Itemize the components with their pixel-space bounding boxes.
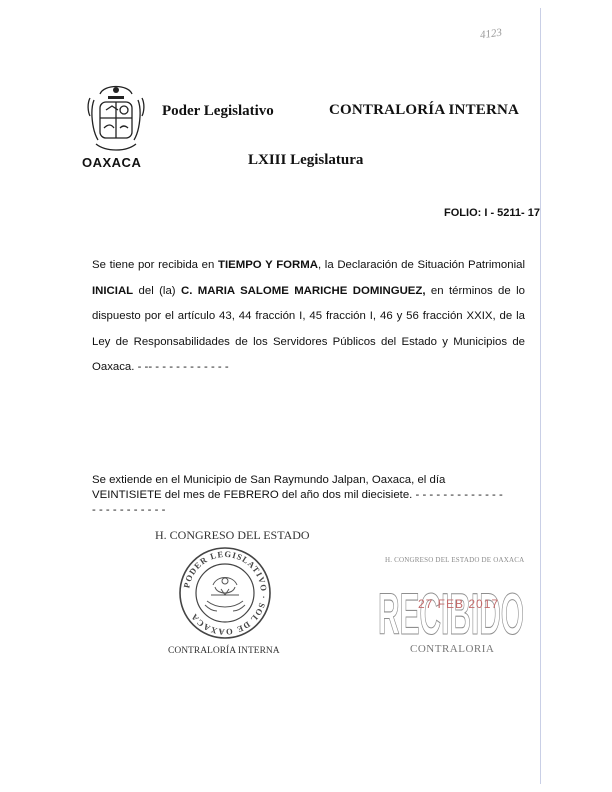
body-bold-part: INICIAL — [92, 284, 134, 297]
body-text-part: del (la) — [133, 284, 181, 297]
declarant-name: C. MARIA SALOME MARICHE DOMINGUEZ, — [180, 284, 426, 297]
received-stamp-text: RECIBIDO — [378, 582, 524, 646]
closing-line: Se extiende en el Municipio de San Raymundo Jalpan, Oaxaca, el día — [92, 474, 446, 486]
folio-number: FOLIO: I - 5211- 17 — [444, 207, 540, 219]
oaxaca-coat-of-arms-logo — [84, 80, 148, 154]
legislature-title: LXIII Legislatura — [248, 152, 364, 168]
header-left-title: Poder Legislativo — [162, 103, 274, 119]
body-text-part: Se tiene por recibida en — [92, 259, 218, 271]
seal-footer-label: CONTRALORÍA INTERNA — [168, 646, 280, 656]
body-bold-part: TIEMPO Y FORMA — [218, 259, 318, 271]
page-edge-line — [540, 8, 541, 784]
header-right-title: CONTRALORÍA INTERNA — [329, 102, 520, 118]
state-name-label: OAXACA — [82, 155, 142, 170]
received-stamp-header: H. CONGRESO DEL ESTADO DE OAXACA — [385, 556, 525, 564]
corner-handwritten-mark: 4123 — [479, 26, 503, 42]
body-paragraph — [92, 253, 525, 381]
closing-line: VEINTISIETE del mes de FEBRERO del año dos mil diecisiete. - - - - - - - - - - - - - — [92, 489, 503, 501]
seal-ring-text: PODER LEGISLATIVO · SOL DE OAXACA — [181, 548, 270, 638]
seal-title: H. CONGRESO DEL ESTADO — [155, 528, 310, 542]
received-stamp-footer: CONTRALORIA — [410, 643, 495, 655]
closing-paragraph — [92, 473, 532, 518]
closing-line: - - - - - - - - - - - — [92, 504, 166, 516]
body-text-part: , la Declaración de Situación Patrimonial — [317, 259, 525, 271]
body-text-part: en términos de lo dispuesto por el artículo 43, 44 fracción I, 45 fracción I, 46 y 56 fracción XXIX, de la Ley de Responsabilidades de los Servidores Públicos del Estado y Municipios de Oaxaca. - -- - - - - - - - - - - - — [92, 284, 525, 373]
received-stamp-date: 27 FEB 2017 — [418, 597, 500, 611]
official-seal-icon — [177, 545, 273, 641]
